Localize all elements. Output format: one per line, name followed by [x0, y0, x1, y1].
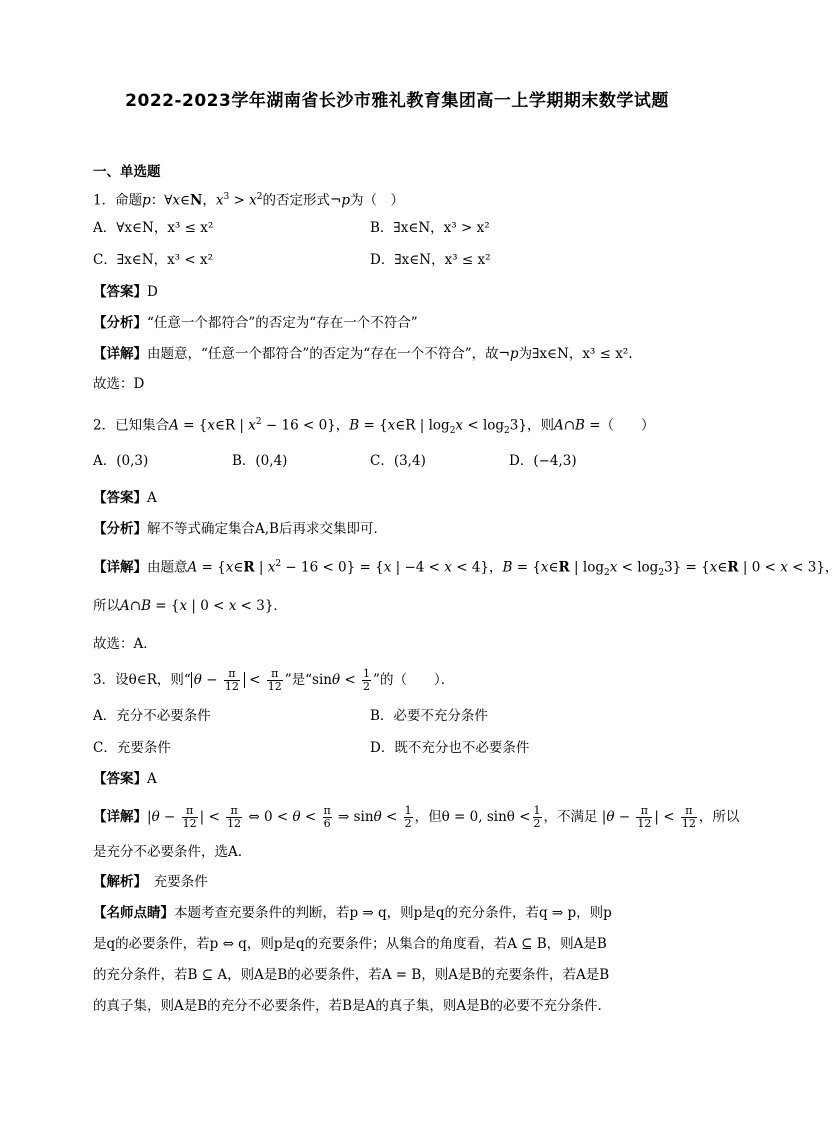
q1-answer: 【答案】D — [93, 284, 158, 300]
q3-option-b: B．必要不充分条件 — [370, 708, 488, 724]
q2-conclusion: 所以A∩B = {x | 0 < x < 3}． — [93, 598, 287, 614]
q3-detail-line2: 是充分不必要条件，选A. — [93, 844, 243, 860]
q2-option-c: C．(3,4) — [370, 453, 426, 469]
q2-answer: 【答案】A — [93, 490, 157, 506]
q3-jiexi: 【解析】 充要条件 — [93, 874, 208, 890]
q2-stem: 2．已知集合A = {x∈R | $x^2 - 16 < 0$}，B = {x∈R | $\log_2x < \log_23$}，则A∩B =（ ） — [93, 417, 655, 437]
q3-stem: 3．设θ∈R，则“ θ − $\frac{\pi}{12}$ < $\frac{\pi}{12}$ ”是“sinθ < $\frac{1}{2}$ ”的（ ）． — [93, 667, 455, 693]
q1-option-d: D．∃x∈N，x³ ≤ x² — [370, 252, 491, 268]
q3-option-a: A．充分不必要条件 — [93, 708, 211, 724]
q2-option-a: A．(0,3) — [93, 453, 149, 469]
q3-option-c: C．充要条件 — [93, 740, 171, 756]
q3-teacher-note-3: 的充分条件，若B ⊆ A，则A是B的必要条件，若A = B，则A是B的充要条件，若A是B — [93, 967, 610, 983]
q2-analysis: 【分析】解不等式确定集合A,B后再求交集即可． — [93, 521, 387, 537]
q1-stem: 1．命题p：∀x∈N，$x^3 > x^2$的否定形式¬p为（ ） — [93, 192, 404, 209]
q2-detail: 【详解】由题意A = {x∈R | $x^2 - 16 < 0\} = \{x$ | −4 < x < 4}，B = {x∈R | $\log_2x < \log_23$} = {x∈R | 0 < x < 3}， — [93, 559, 838, 579]
q3-detail: 【详解】|θ − $\frac{\pi}{12}$ | < $\frac{\pi}{12}$ ⇔ 0 < θ < $\frac{\pi}{6}$ ⇒ sinθ < $\frac{1}{2}$ ，但θ = 0, sinθ < $\frac{1}{2}$ ，不满足 |θ − $\frac{\pi}{12}$ | < $\frac{\pi}{12}$ ，所以 — [93, 804, 740, 830]
q2-choose: 故选：A． — [93, 636, 157, 652]
q2-option-d: D．(−4,3) — [509, 453, 577, 469]
q1-detail: 【详解】由题意，“任意一个都符合”的否定为“存在一个不符合”，故¬p为∃x∈N，x³ ≤ x². — [93, 346, 633, 362]
q1-option-a: A．∀x∈N，x³ ≤ x² — [93, 220, 214, 236]
q3-teacher-note-2: 是q的必要条件，若p ⇔ q，则p是q的充要条件；从集合的角度看，若A ⊆ B，则A是B — [93, 936, 607, 952]
q3-answer: 【答案】A — [93, 771, 157, 787]
q2-option-b: B．(0,4) — [232, 453, 288, 469]
q1-option-b: B．∃x∈N，x³ > x² — [370, 220, 490, 236]
q1-analysis: 【分析】“任意一个都符合”的否定为“存在一个不符合” — [93, 315, 418, 331]
q3-option-d: D．既不充分也不必要条件 — [370, 740, 530, 756]
section-heading: 一、单选题 — [93, 164, 161, 180]
q3-teacher-note-1: 【名师点睛】本题考查充要条件的判断，若p ⇒ q，则p是q的充分条件，若q ⇒ p，则p — [93, 905, 612, 921]
q3-teacher-note-4: 的真子集，则A是B的充分不必要条件，若B是A的真子集，则A是B的必要不充分条件. — [93, 998, 602, 1014]
q1-option-c: C．∃x∈N，x³ < x² — [93, 252, 214, 268]
q1-choose: 故选：D — [93, 376, 145, 392]
page-title: 2022-2023学年湖南省长沙市雅礼教育集团高一上学期期末数学试题 — [125, 91, 669, 111]
